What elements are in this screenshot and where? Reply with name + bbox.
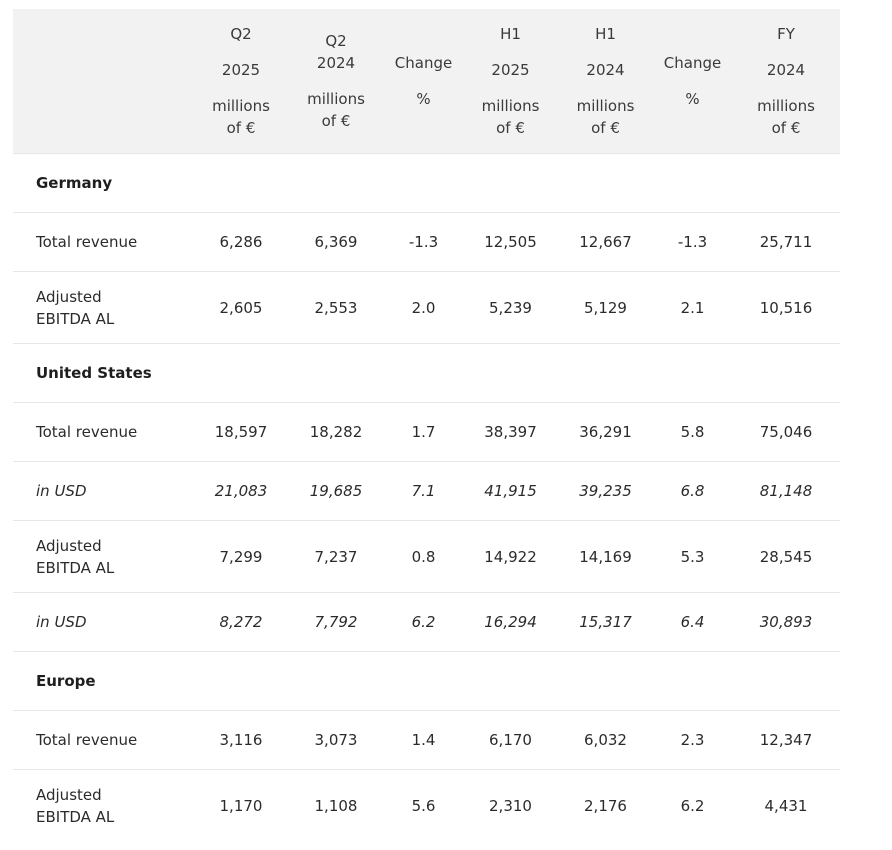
cell-fy-2024: 25,711 (759, 233, 813, 251)
cell-change-h: 6.4 (680, 613, 705, 631)
table-row (13, 521, 840, 593)
cell-h1-2024: 6,032 (584, 731, 627, 749)
cell-fy-2024: 81,148 (759, 482, 813, 500)
table-row (13, 770, 840, 842)
cell-change-q: 5.6 (411, 796, 436, 815)
header-empty (13, 9, 194, 154)
cell-q2-2024: 2,553 (314, 298, 358, 317)
cell-h1-2024: 39,235 (579, 482, 632, 500)
cell-h1-2025: 16,294 (484, 613, 537, 631)
cell-q2-2024: 3,073 (314, 731, 358, 749)
table-row-usd (13, 593, 840, 652)
cell-change-h: 2.1 (680, 298, 705, 317)
section-title: United States (36, 364, 152, 382)
cell-change-q: -1.3 (408, 233, 439, 251)
cell-q2-2025: 7,299 (219, 547, 263, 566)
cell-fy-2024: 4,431 (764, 796, 808, 815)
cell-fy-2024: 75,046 (759, 423, 813, 441)
cell-change-q: 6.2 (411, 613, 436, 631)
cell-change-q: 7.1 (411, 482, 436, 500)
section-title: Europe (36, 672, 96, 690)
cell-q2-2024: 7,237 (314, 547, 358, 566)
row-label: Total revenue (36, 423, 138, 441)
header-h1-2024: H1 2024 millions of € (576, 25, 635, 137)
cell-q2-2025: 1,170 (219, 796, 263, 815)
table-row (13, 272, 840, 344)
row-label: Total revenue (36, 233, 138, 251)
cell-fy-2024: 30,893 (759, 613, 813, 631)
cell-q2-2025: 18,597 (214, 423, 268, 441)
cell-q2-2024: 18,282 (309, 423, 363, 441)
header-fy-2024: FY 2024 millions of € (757, 25, 815, 137)
header-change-h: Change % (663, 54, 722, 108)
section-row-germany (13, 154, 840, 213)
section-row-united-states (13, 344, 840, 403)
table-row-usd (13, 462, 840, 521)
row-label: Total revenue (36, 731, 138, 749)
cell-fy-2024: 28,545 (759, 547, 813, 566)
cell-change-h: 5.3 (680, 547, 705, 566)
cell-change-q: 0.8 (411, 547, 436, 566)
cell-q2-2025: 3,116 (219, 731, 263, 749)
cell-h1-2024: 14,169 (579, 547, 632, 566)
cell-change-h: 5.8 (680, 423, 705, 441)
cell-h1-2024: 15,317 (579, 613, 632, 631)
row-label: Adjusted EBITDA AL (36, 785, 115, 826)
row-label: Adjusted EBITDA AL (36, 536, 115, 577)
table-row (13, 403, 840, 462)
cell-change-h: 2.3 (680, 731, 705, 749)
cell-h1-2025: 41,915 (484, 482, 537, 500)
cell-change-q: 1.4 (411, 731, 436, 749)
cell-change-h: 6.2 (680, 796, 705, 815)
cell-q2-2025: 6,286 (219, 233, 263, 251)
table-row (13, 711, 840, 770)
cell-h1-2024: 2,176 (584, 796, 627, 815)
header-h1-2025: H1 2025 millions of € (481, 25, 540, 137)
section-title: Germany (36, 174, 113, 192)
cell-q2-2024: 1,108 (314, 796, 358, 815)
cell-h1-2025: 6,170 (489, 731, 532, 749)
cell-q2-2024: 6,369 (314, 233, 358, 251)
cell-h1-2025: 2,310 (489, 796, 532, 815)
cell-change-h: -1.3 (677, 233, 708, 251)
header-q2-2025: Q2 2025 millions of € (212, 25, 270, 137)
cell-q2-2025: 2,605 (219, 298, 263, 317)
cell-change-q: 1.7 (411, 423, 436, 441)
row-label: in USD (36, 482, 87, 500)
cell-change-q: 2.0 (411, 298, 436, 317)
cell-h1-2024: 5,129 (584, 298, 627, 317)
cell-fy-2024: 10,516 (759, 298, 813, 317)
header-q2-2024: Q2 2024 millions of € (307, 32, 365, 130)
section-row-europe (13, 652, 840, 711)
cell-q2-2024: 7,792 (314, 613, 358, 631)
table-header-row (13, 9, 840, 154)
cell-h1-2024: 12,667 (579, 233, 632, 251)
cell-q2-2025: 8,272 (219, 613, 263, 631)
cell-h1-2025: 14,922 (484, 547, 537, 566)
cell-q2-2024: 19,685 (309, 482, 363, 500)
cell-h1-2025: 5,239 (489, 298, 532, 317)
cell-fy-2024: 12,347 (759, 731, 813, 749)
table-row (13, 213, 840, 272)
cell-h1-2025: 38,397 (484, 423, 537, 441)
row-label: Adjusted EBITDA AL (36, 287, 115, 328)
financial-table (13, 9, 840, 842)
cell-h1-2024: 36,291 (579, 423, 632, 441)
header-change-q: Change % (394, 54, 453, 108)
cell-change-h: 6.8 (680, 482, 705, 500)
cell-q2-2025: 21,083 (214, 482, 268, 500)
row-label: in USD (36, 613, 87, 631)
financial-table-container (13, 9, 840, 842)
cell-h1-2025: 12,505 (484, 233, 537, 251)
